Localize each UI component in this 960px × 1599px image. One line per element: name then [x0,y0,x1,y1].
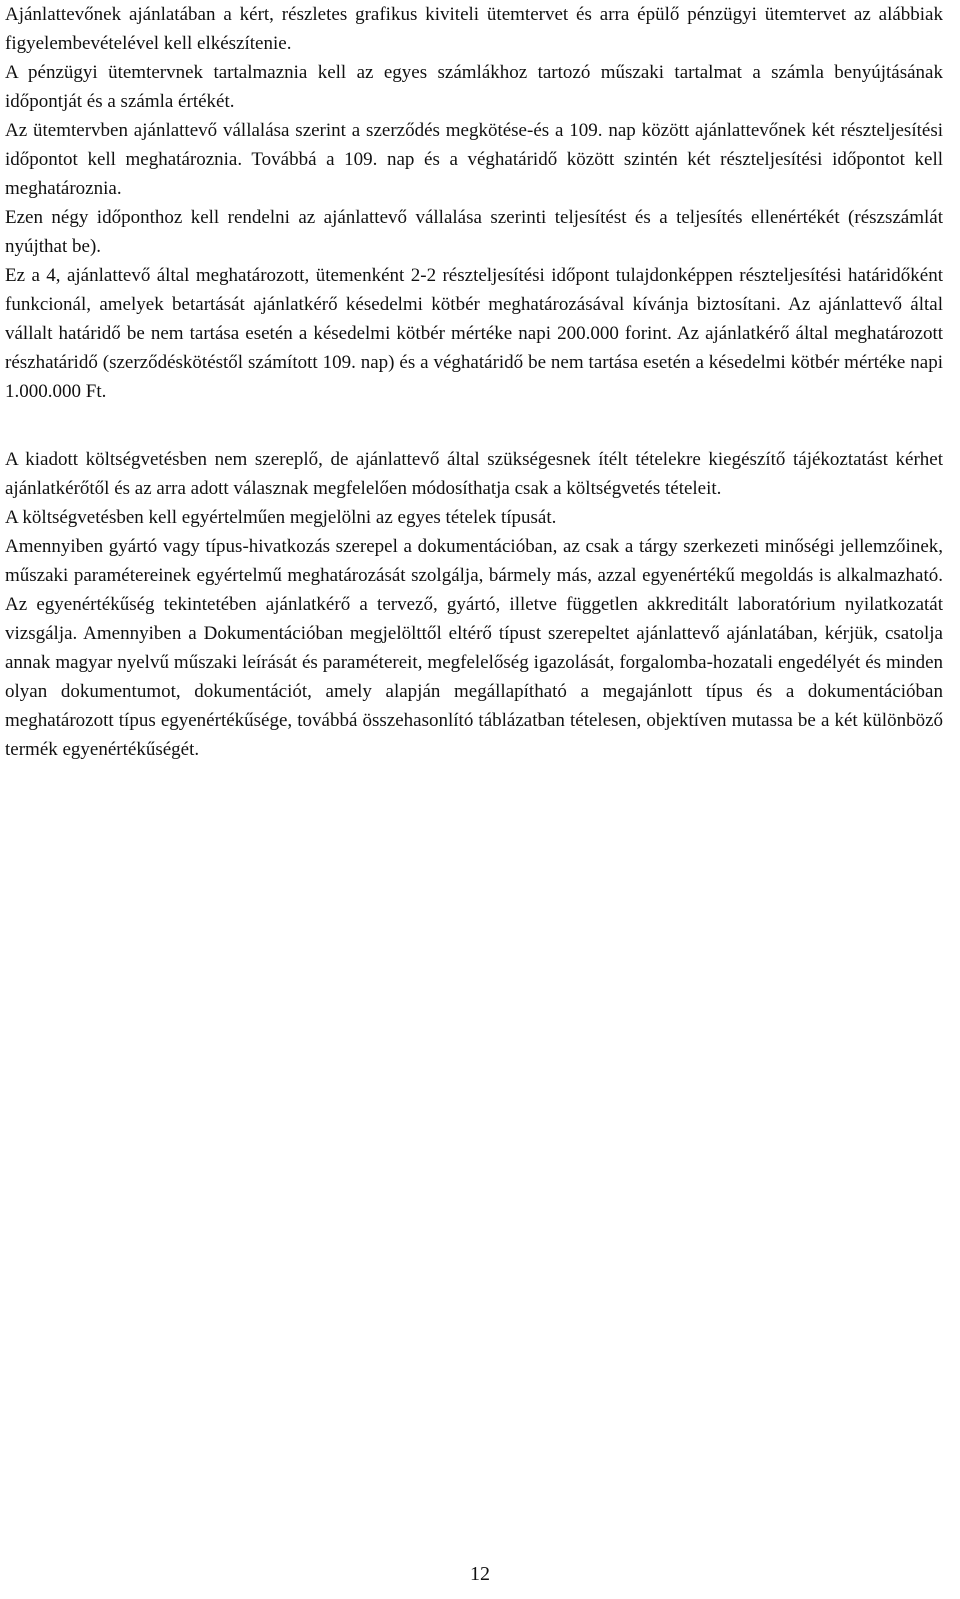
paragraph-equivalence: Amennyiben gyártó vagy típus-hivatkozás szerepel a dokumentációban, az csak a tárgy szerkezeti minőségi jellemzőinek, műszaki paramétereinek egyértelmű meghatározását szolgálja, bármely más, azzal egyenértékű megoldás is alkalmazható. Az egyenértékűség tekintetében ajánlatkérő a tervező, gyártó, illetve független akkreditált laboratórium nyilatkozatát vizsgálja. Amennyiben a Dokumentációban megjelölttől eltérő típust szerepeltet ajánlattevő ajánlatában, kérjük, csatolja annak magyar nyelvű műszaki leírását és paramétereit, megfelelőség igazolását, forgalomba-hozatali engedélyét és minden olyan dokumentumot, dokumentációt, amely alapján megállapítható a megajánlott típus és a dokumentációban meghatározott típus egyenértékűsége, továbbá összehasonlító táblázatban tételesen, objektíven mutassa be a két különböző termék egyenértékűségét. [5,536,943,760]
paragraph-budget-items: A kiadott költségvetésben nem szereplő, de ajánlattevő által szükségesnek ítélt tételekre kiegészítő tájékoztatást kérhet ajánlatkérőtől és az arra adott válasznak megfelelően módosíthatja csak a költségvetés tételeit. [5,449,943,499]
paragraph-penalty: Ez a 4, ajánlattevő által meghatározott, ütemenként 2-2 részteljesítési időpont tulajdonképpen részteljesítési határidőként funkcionál, amelyek betartását ajánlatkérő késedelmi kötbér meghatározásával kívánja biztosítani. Az ajánlattevő által vállalt határidő be nem tartása esetén a késedelmi kötbér mértéke napi 200.000 forint. Az ajánlatkérő által meghatározott részhatáridő (szerződéskötéstől számított 109. nap) és a véghatáridő be nem tartása esetén a késedelmi kötbér mértéke napi 1.000.000 Ft. [5,265,943,402]
page-number: 12 [470,1563,490,1585]
paragraph-item-types: A költségvetésben kell egyértelműen megjelölni az egyes tételek típusát. [5,507,557,528]
section-divider-space [5,406,943,445]
paragraph-four-dates: Ezen négy időponthoz kell rendelni az ajánlattevő vállalása szerinti teljesítést és a teljesítés ellenértékét (részszámlát nyújthat be). [5,207,943,257]
paragraph-partial-deadlines: Az ütemtervben ajánlattevő vállalása szerint a szerződés megkötése-és a 109. nap között ajánlattevőnek két részteljesítési időpontot kell meghatároznia. Továbbá a 109. nap és a véghatáridő között szintén két részteljesítési időpontot kell meghatároznia. [5,120,943,199]
section-schedule [5,0,943,406]
paragraph-financial-schedule: A pénzügyi ütemtervnek tartalmaznia kell az egyes számlákhoz tartozó műszaki tartalmat a számla benyújtásának időpontját és a számla értékét. [5,62,943,112]
paragraph-schedule-intro: Ajánlattevőnek ajánlatában a kért, részletes grafikus kiviteli ütemtervet és arra épülő pénzügyi ütemtervet az alábbiak figyelembevételével kell elkészítenie. [5,4,943,54]
document-page [5,0,943,764]
section-budget [5,445,943,764]
